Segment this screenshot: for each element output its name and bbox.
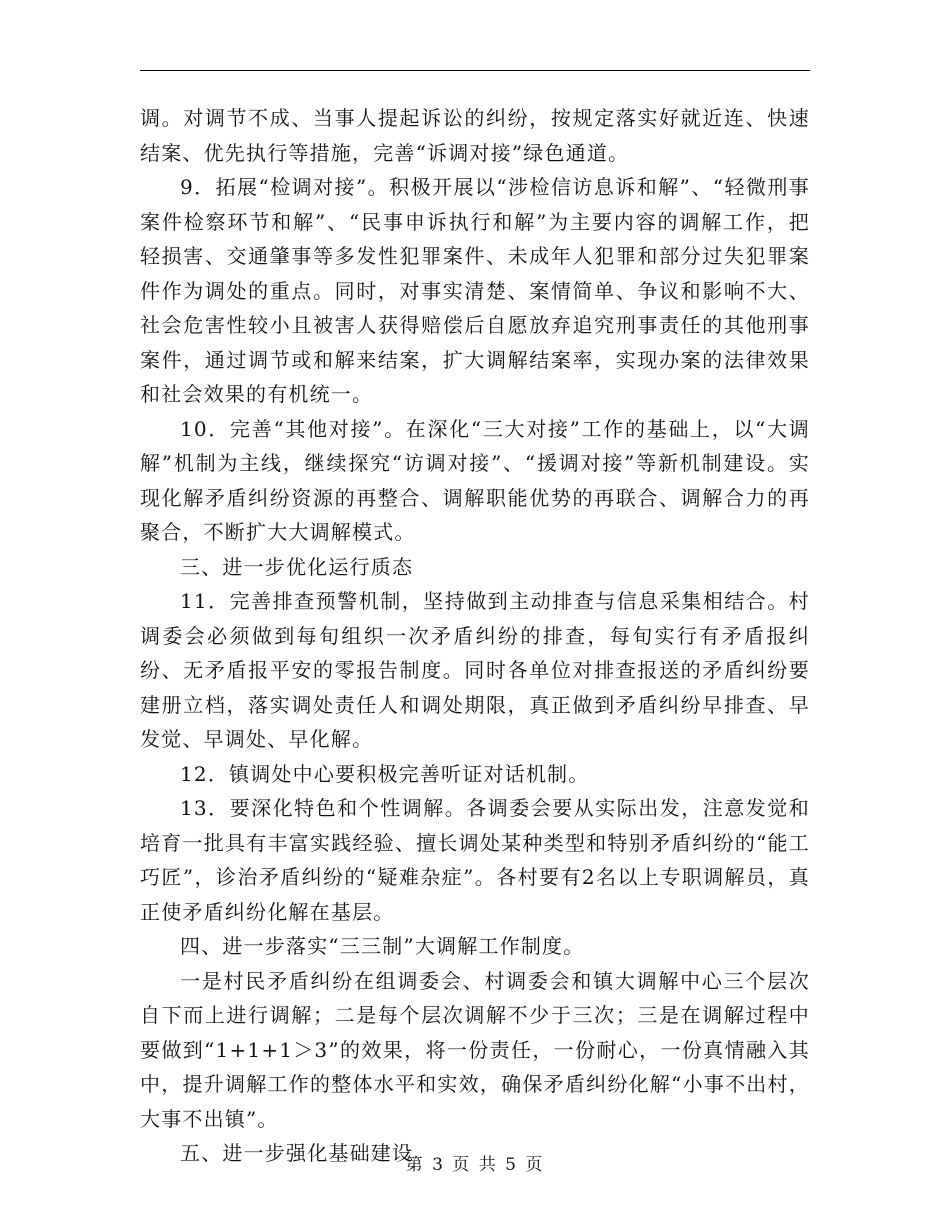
paragraph: 13．要深化特色和个性调解。各调委会要从实际出发，注意发觉和培育一批具有丰富实践经验、擅长调处某种类型和特别矛盾纠纷的“能工巧匠”，诊治矛盾纠纷的“疑难杂症”。各村要有2名以上专职调解员，真正使矛盾纠纷化解在基层。 — [140, 796, 810, 924]
page-number-footer: 第 3 页 共 5 页 — [405, 1155, 545, 1175]
paragraph: 12．镇调处中心要积极完善听证对话机制。 — [180, 761, 590, 786]
paragraph: 10．完善“其他对接”。在深化“三大对接”工作的基础上，以“大调解”机制为主线，继续探究“访调对接”、“援调对接”等新机制建设。实现化解矛盾纠纷资源的再整合、调解职能优势的再联合、调解合力的再聚合，不断扩大大调解模式。 — [140, 416, 810, 544]
paragraph: 一是村民矛盾纠纷在组调委会、村调委会和镇大调解中心三个层次自下而上进行调解；二是每个层次调解不少于三次；三是在调解过程中要做到“1+1+1＞3”的效果，将一份责任，一份耐心，一份真情融入其中，提升调解工作的整体水平和实效，确保矛盾纠纷化解“小事不出村，大事不出镇”。 — [140, 968, 810, 1131]
header-rule — [140, 70, 810, 71]
section-heading: 四、进一步落实“三三制”大调解工作制度。 — [180, 934, 585, 958]
section-heading: 五、进一步强化基础建设 — [180, 1141, 414, 1165]
paragraph: 11．完善排查预警机制，坚持做到主动排查与信息采集相结合。村调委会必须做到每旬组织一次矛盾纠纷的排查，每旬实行有矛盾报纠纷、无矛盾报平安的零报告制度。同时各单位对排查报送的矛盾纠纷要建册立档，落实调处责任人和调处期限，真正做到矛盾纠纷早排查、早发觉、早调处、早化解。 — [140, 589, 810, 751]
paragraph: 9．拓展“检调对接”。积极开展以“涉检信访息诉和解”、“轻微刑事案件检察环节和解”、“民事申诉执行和解”为主要内容的调解工作，把轻损害、交通肇事等多发性犯罪案件、未成年人犯罪和部分过失犯罪案件作为调处的重点。同时，对事实清楚、案情简单、争议和影响不大、社会危害性较小且被害人获得赔偿后自愿放弃追究刑事责任的其他刑事案件，通过调节或和解来结案，扩大调解结案率，实现办案的法律效果和社会效果的有机统一。 — [140, 175, 810, 406]
section-heading: 三、进一步优化运行质态 — [180, 554, 414, 579]
body-text — [140, 101, 810, 1171]
paragraph: 调。对调节不成、当事人提起诉讼的纠纷，按规定落实好就近连、快速结案、优先执行等措施，完善“诉调对接”绿色通道。 — [140, 106, 810, 165]
